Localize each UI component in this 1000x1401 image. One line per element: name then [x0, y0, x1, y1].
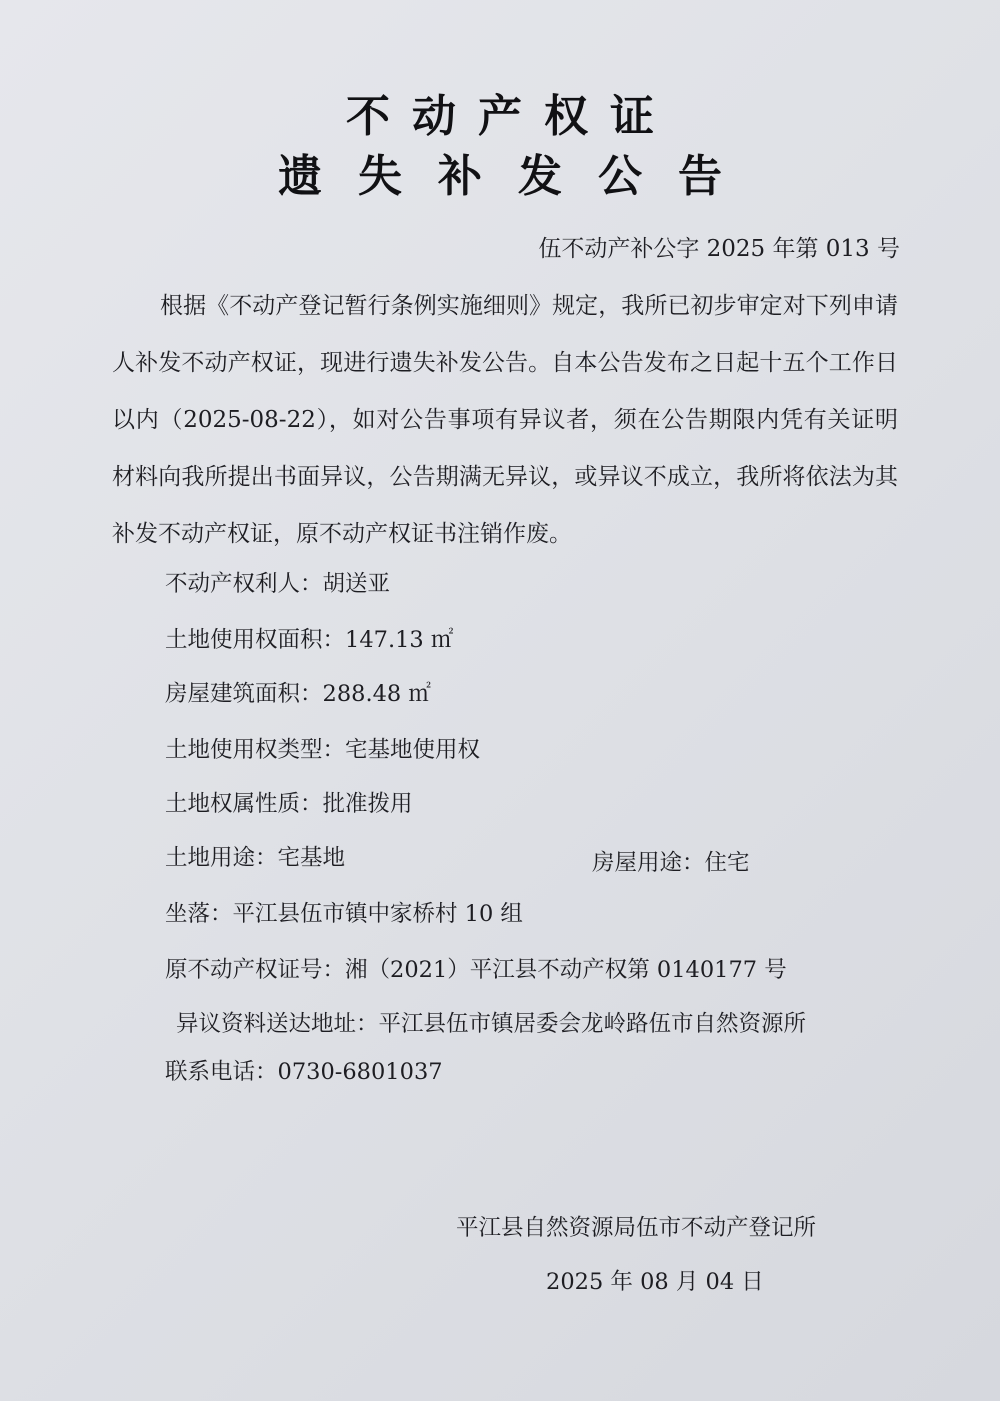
field-land-use-type: 土地使用权类型：宅基地使用权	[165, 737, 481, 763]
notice-body-paragraph: 根据《不动产登记暂行条例实施细则》规定，我所已初步审定对下列申请人补发不动产权证，现进行遗失补发公告。自本公告发布之日起十五个工作日以内（2025-08-22），如对公告事项有异议者，须在公告期限内凭有关证明材料向我所提出书面异议，公告期满无异议，或异议不成立，我所将依法为其补发不动产权证，原不动产权证书注销作废。	[112, 293, 898, 547]
field-land-purpose: 土地用途：宅基地	[165, 845, 346, 871]
field-land-nature: 土地权属性质：批准拨用	[165, 791, 413, 817]
notice-title-line1: 不动产权证	[346, 91, 676, 142]
field-objection-address: 异议资料送达地址：平江县伍市镇居委会龙岭路伍市自然资源所	[176, 1011, 807, 1037]
document-number: 伍不动产补公字 2025 年第 013 号	[538, 236, 900, 262]
notice-title-line2: 遗失补发公告	[278, 151, 758, 202]
field-contact-phone: 联系电话：0730-6801037	[165, 1059, 443, 1085]
issuing-authority: 平江县自然资源局伍市不动产登记所	[456, 1215, 817, 1241]
field-house-purpose: 房屋用途：住宅	[592, 850, 750, 876]
field-owner: 不动产权利人：胡送亚	[165, 571, 391, 597]
issue-date: 2025 年 08 月 04 日	[546, 1269, 764, 1295]
field-land-area: 土地使用权面积：147.13 ㎡	[165, 627, 454, 653]
field-location: 坐落：平江县伍市镇中家桥村 10 组	[165, 901, 523, 927]
field-building-area: 房屋建筑面积：288.48 ㎡	[165, 681, 431, 707]
field-original-cert-number: 原不动产权证号：湘（2021）平江县不动产权第 0140177 号	[165, 957, 787, 983]
